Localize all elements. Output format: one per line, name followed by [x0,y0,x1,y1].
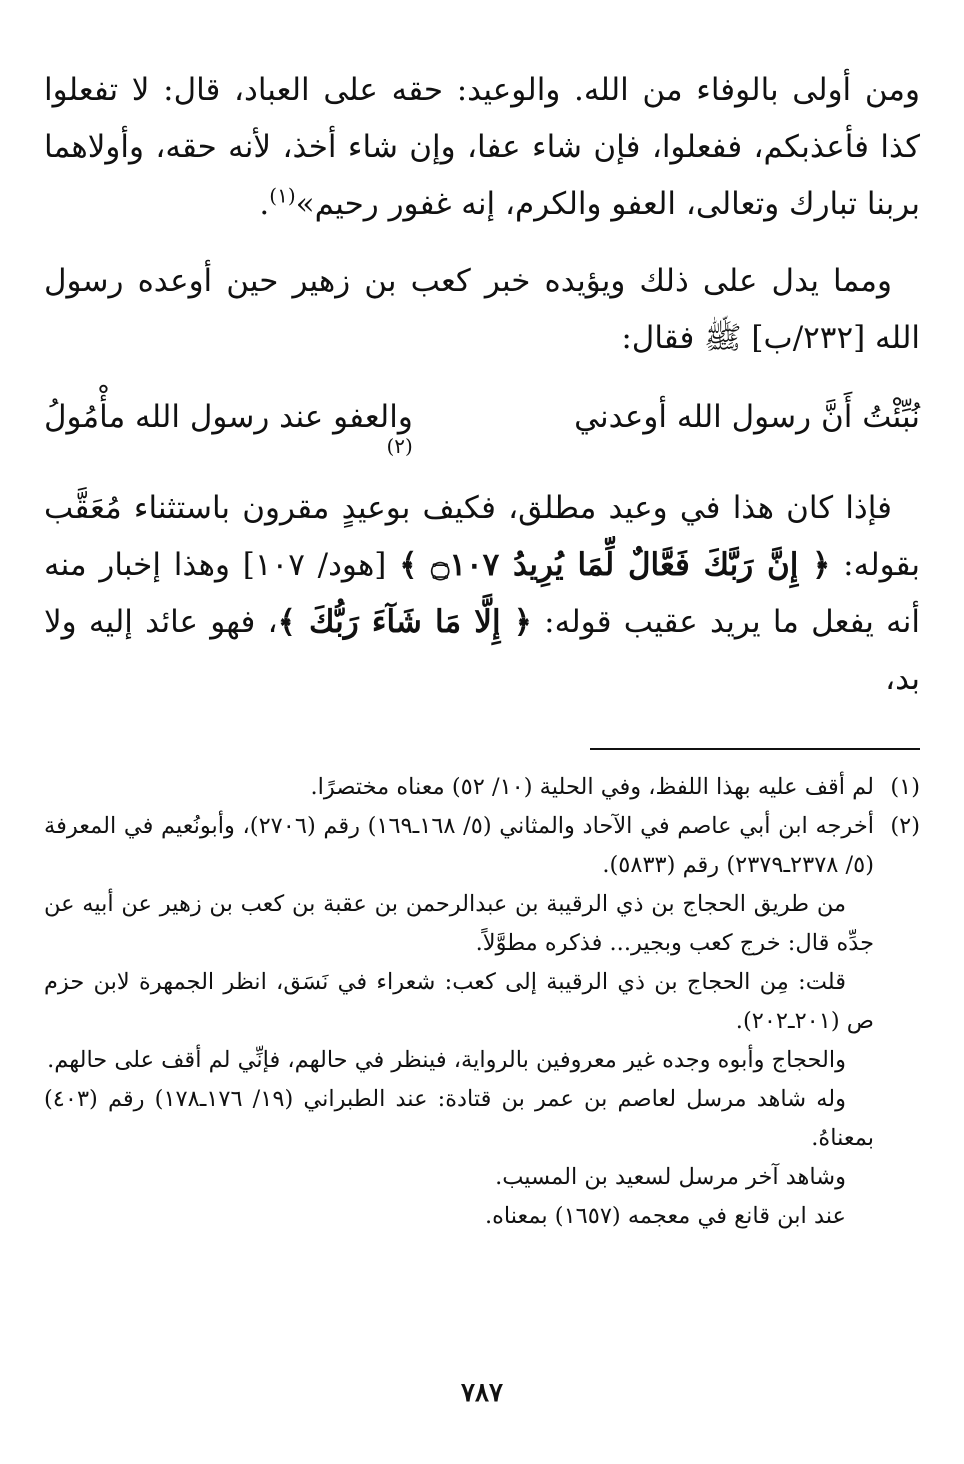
footnotes [44,768,920,1236]
paragraph-4-part-1: فإذا كان هذا في وعيد مطلق، فكيف بوعيدٍ مقرون باستثناء مُعَقَّب بقوله: [44,490,920,583]
footnote-continuation: والحجاج وأبوه وجده غير معروفين بالرواية، فينظر في حالهم، فإنِّي لم أقف على حالهم. [47,1047,846,1073]
footnote-body: أخرجه ابن أبي عاصم في الآحاد والمثاني (٥/ ١٦٨ـ١٦٩) رقم (٢٧٠٦)، وأبونُعيم في المعرفة (٥/ ٢٣٧٨ـ٢٣٧٩) رقم (٥٨٣٣). [44,813,874,878]
paragraph-1-end: . [259,186,270,222]
footnote-continuation: من طريق الحجاج بن ذي الرقيبة بن عبدالرحمن بن عقبة بن كعب بن زهير عن أبيه عن جدِّه قال: خرج كعب وبجير... فذكره مطوَّلاً. [44,891,874,956]
verse-hemistich-2: والعفو عند رسول الله مأْمُولُ (٢) [44,389,413,446]
paragraph-1-text: ومن أولى بالوفاء من الله. والوعيد: حقه على العباد، قال: لا تفعلوا كذا فأعذبكم، ففعلوا، فإن شاء عفا، وإن شاء أخذ، لأنه حقه، وأولاهما بربنا تبارك وتعالى، العفو والكرم، إنه غفور رحيم» [44,72,920,222]
paragraph-1 [44,62,920,233]
paragraph-4-part-3: ، فهو عائد إليه ولا بد، [44,604,920,697]
footnote-continuation: قلت: مِن الحجاج بن ذي الرقيبة إلى كعب: شعراء في نَسَق، انظر الجمهرة لابن حزم ص (٢٠١ـ٢٠٢). [44,969,874,1034]
footnote-1 [44,768,920,807]
footnote-ref-1: (١) [269,183,296,208]
paragraph-4 [44,480,920,708]
footnote-number: (٢) [890,813,920,839]
footnote-continuation: وشاهد آخر مرسل لسعيد بن المسيب. [495,1164,846,1190]
footnote-separator [590,748,920,750]
quran-quote-1: ﴿ إِنَّ رَبَّكَ فَعَّالٌ لِّمَا يُرِيدُ ۝١٠٧ ﴾ [399,547,831,583]
document-page [44,62,920,1424]
poetry-verse [44,389,920,458]
footnote-body: لم أقف عليه بهذا اللفظ، وفي الحلية (١٠/ ٥٢) معناه مختصرًا. [310,774,874,800]
footnote-continuation: عند ابن قانع في معجمه (١٦٥٧) بمعناه. [484,1203,846,1229]
footnote-continuation: وله شاهد مرسل لعاصم بن عمر بن قتادة: عند الطبراني (١٩/ ١٧٦ـ١٧٨) رقم (٤٠٣) بمعناهُ. [44,1086,874,1151]
paragraph-2: ومما يدل على ذلك ويؤيده خبر كعب بن زهير حين أوعده رسول الله [٢٣٢/ب] ﷺ فقال: [44,263,920,356]
page-number: ٧٨٧ [461,1378,503,1408]
footnote-2 [44,807,920,885]
quran-quote-2: ﴿ إِلَّا مَا شَآءَ رَبُّكَ ﴾ [277,604,532,640]
paragraph-4-part-2: [هود/ ١٠٧] وهذا إخبار منه أنه يفعل ما يريد عقيب قوله: [44,547,920,640]
footnote-number: (١) [890,774,920,800]
verse-hemistich-1: نُبِّئْتُ أَنَّ رسول الله أوعدني [574,399,920,435]
main-text [44,62,920,708]
verse-hemistich-2-text: والعفو عند رسول الله مأْمُولُ [44,399,413,435]
